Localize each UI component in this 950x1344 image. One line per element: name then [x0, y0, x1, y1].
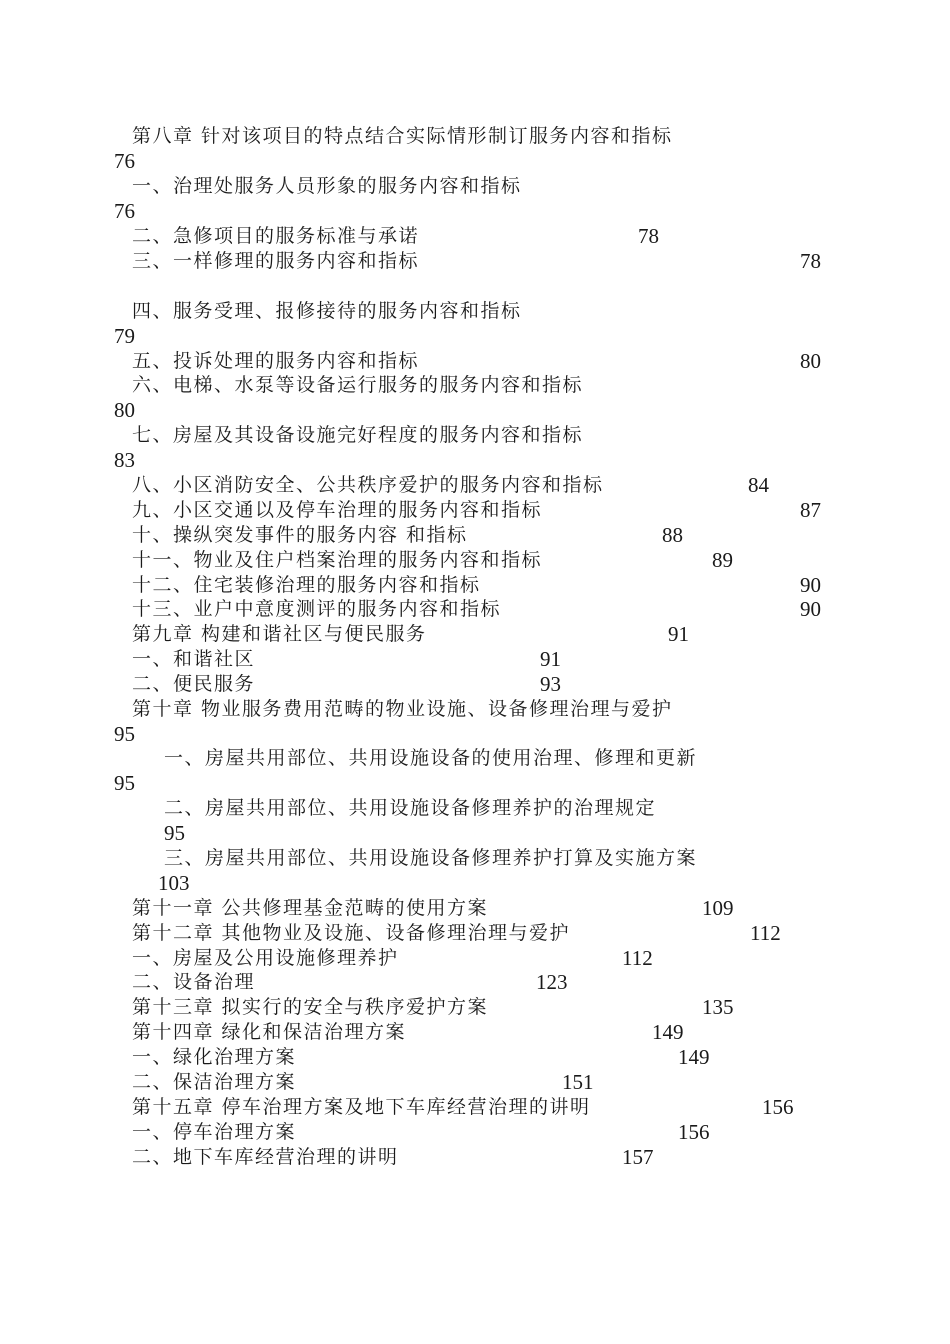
- toc-entry-title: 第十二章 其他物业及设施、设备修理治理与爱护: [132, 922, 571, 944]
- toc-entry-page: 112: [622, 946, 653, 970]
- toc-entry-page: 90: [800, 597, 821, 621]
- toc-entry-title: 三、房屋共用部位、共用设施设备修理养护打算及实施方案: [164, 847, 698, 869]
- toc-entry-page: 80: [800, 349, 821, 373]
- toc-entry-page: 76: [114, 199, 135, 223]
- toc-entry-title: 二、设备治理: [132, 971, 256, 993]
- toc-entry-page: 109: [702, 896, 734, 920]
- toc-entry-page: 157: [622, 1145, 654, 1169]
- toc-entry-title: 第十三章 拟实行的安全与秩序爱护方案: [132, 996, 489, 1018]
- toc-entry-page: 91: [540, 647, 561, 671]
- toc-entry-title: 二、保洁治理方案: [132, 1071, 297, 1093]
- toc-entry-title: 六、电梯、水泵等设备运行服务的服务内容和指标: [132, 374, 584, 396]
- toc-entry-title: 一、停车治理方案: [132, 1121, 297, 1143]
- toc-entry-title: 十三、业户中意度测评的服务内容和指标: [132, 598, 502, 620]
- toc-entry-page: 88: [662, 523, 683, 547]
- toc-entry-title: 十一、物业及住户档案治理的服务内容和指标: [132, 549, 543, 571]
- toc-entry-title: 第十章 物业服务费用范畴的物业设施、设备修理治理与爱护: [132, 698, 673, 720]
- toc-entry-title: 九、小区交通以及停车治理的服务内容和指标: [132, 499, 543, 521]
- toc-entry-title: 七、房屋及其设备设施完好程度的服务内容和指标: [132, 424, 584, 446]
- toc-entry-page: 79: [114, 324, 135, 348]
- toc-entry-title: 五、投诉处理的服务内容和指标: [132, 350, 420, 372]
- toc-entry-page: 93: [540, 672, 561, 696]
- toc-entry-title: 第十四章 绿化和保洁治理方案: [132, 1021, 407, 1043]
- toc-entry-title: 三、一样修理的服务内容和指标: [132, 250, 420, 272]
- toc-entry-title: 二、急修项目的服务标准与承诺: [132, 225, 420, 247]
- toc-entry-page: 151: [562, 1070, 594, 1094]
- toc-entry-title: 十、操纵突发事件的服务内容 和指标: [132, 524, 468, 546]
- toc-entry-page: 91: [668, 622, 689, 646]
- toc-entry-title: 四、服务受理、报修接待的服务内容和指标: [132, 300, 522, 322]
- toc-entry-page: 95: [164, 821, 185, 845]
- toc-entry-page: 83: [114, 448, 135, 472]
- toc-entry-title: 第十五章 停车治理方案及地下车库经营治理的讲明: [132, 1096, 591, 1118]
- toc-entry-title: 一、治理处服务人员形象的服务内容和指标: [132, 175, 522, 197]
- toc-entry-page: 90: [800, 573, 821, 597]
- toc-entry-title: 二、地下车库经营治理的讲明: [132, 1146, 399, 1168]
- toc-entry-title: 二、便民服务: [132, 673, 256, 695]
- toc-entry-page: 149: [652, 1020, 684, 1044]
- toc-entry-page: 78: [800, 249, 821, 273]
- toc-entry-page: 76: [114, 149, 135, 173]
- toc-entry-title: 第八章 针对该项目的特点结合实际情形制订服务内容和指标: [132, 125, 673, 147]
- toc-entry-page: 103: [158, 871, 190, 895]
- toc-entry-page: 112: [750, 921, 781, 945]
- toc-entry-title: 十二、住宅装修治理的服务内容和指标: [132, 574, 481, 596]
- toc-entry-title: 一、房屋及公用设施修理养护: [132, 947, 399, 969]
- toc-entry-page: 149: [678, 1045, 710, 1069]
- toc-entry-title: 第十一章 公共修理基金范畴的使用方案: [132, 897, 489, 919]
- toc-entry-page: 95: [114, 722, 135, 746]
- toc-entry-page: 78: [638, 224, 659, 248]
- toc-entry-page: 87: [800, 498, 821, 522]
- toc-entry-page: 156: [678, 1120, 710, 1144]
- toc-entry-page: 80: [114, 398, 135, 422]
- toc-entry-title: 二、房屋共用部位、共用设施设备修理养护的治理规定: [164, 797, 657, 819]
- toc-entry-page: 156: [762, 1095, 794, 1119]
- toc-entry-page: 84: [748, 473, 769, 497]
- toc-entry-page: 89: [712, 548, 733, 572]
- toc-entry-title: 八、小区消防安全、公共秩序爱护的服务内容和指标: [132, 474, 604, 496]
- toc-entry-page: 123: [536, 970, 568, 994]
- toc-entry-page: 95: [114, 771, 135, 795]
- toc-entry-page: 135: [702, 995, 734, 1019]
- toc-entry-title: 一、绿化治理方案: [132, 1046, 297, 1068]
- toc-entry-title: 第九章 构建和谐社区与便民服务: [132, 623, 427, 645]
- toc-entry-title: 一、和谐社区: [132, 648, 256, 670]
- toc-entry-title: 一、房屋共用部位、共用设施设备的使用治理、修理和更新: [164, 747, 698, 769]
